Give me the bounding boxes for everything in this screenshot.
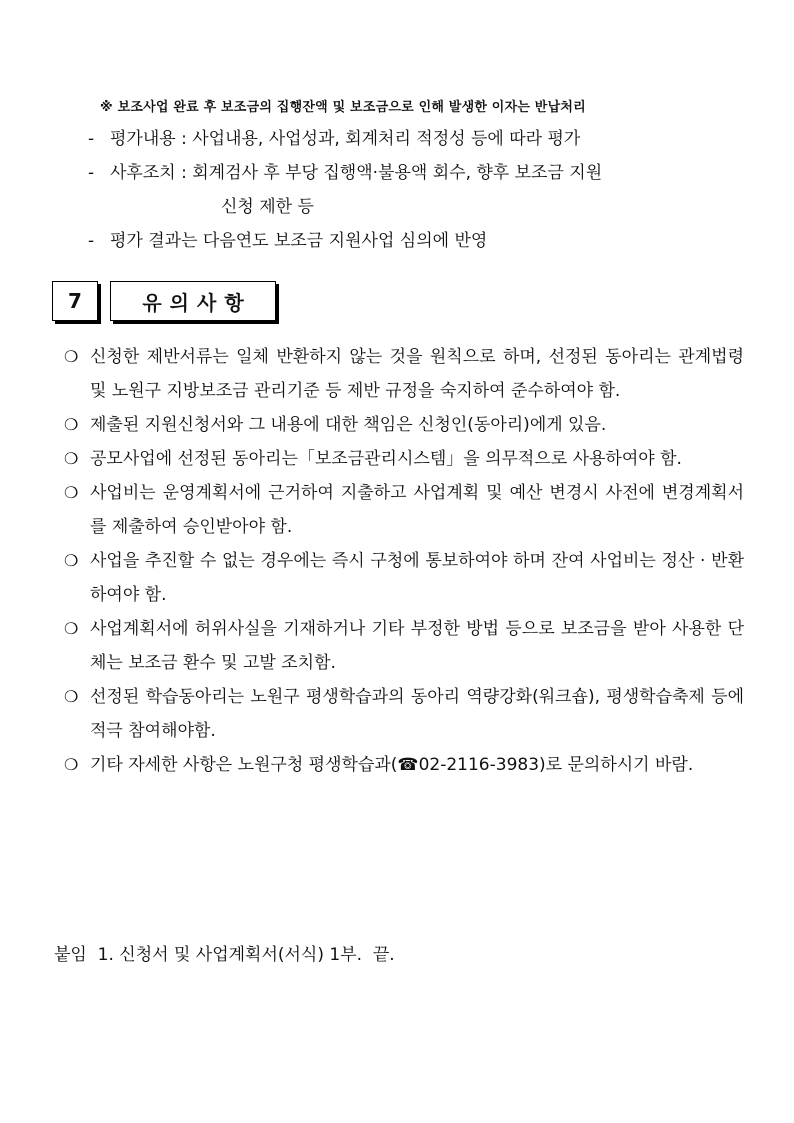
dash-marker: - <box>88 129 95 149</box>
circle-bullet-icon: ❍ <box>64 415 79 434</box>
notice-item <box>64 544 744 612</box>
notice-text: 선정된 학습동아리는 노원구 평생학습과의 동아리 역량강화(워크숍), 평생학습축제 등에 적극 참여해야함. <box>90 687 744 741</box>
evaluation-item <box>88 156 748 190</box>
evaluation-text: 평가내용 : 사업내용, 사업성과, 회계처리 적정성 등에 따라 평가 <box>110 129 581 149</box>
section-title: 유의사항 <box>142 290 252 315</box>
evaluation-item <box>88 122 748 156</box>
circle-bullet-icon: ❍ <box>64 687 79 706</box>
evaluation-text: 사후조치 : 회계검사 후 부당 집행액·불용액 회수, 향후 보조금 지원 <box>110 163 603 183</box>
circle-bullet-icon: ❍ <box>64 755 79 774</box>
refund-note: ※ 보조사업 완료 후 보조금의 집행잔액 및 보조금으로 인해 발생한 이자는 반납처리 <box>100 100 586 115</box>
evaluation-text: 평가 결과는 다음연도 보조금 지원사업 심의에 반영 <box>110 231 488 251</box>
notice-item <box>64 612 744 680</box>
circle-bullet-icon: ❍ <box>64 449 79 468</box>
notice-item <box>64 408 744 442</box>
section-number: 7 <box>52 281 98 321</box>
section-title-box <box>110 281 276 321</box>
circle-bullet-icon: ❍ <box>64 551 79 570</box>
notice-text: 공모사업에 선정된 동아리는「보조금관리시스템」을 의무적으로 사용하여야 함. <box>90 449 682 469</box>
circle-bullet-icon: ❍ <box>64 347 79 366</box>
circle-bullet-icon: ❍ <box>64 483 79 502</box>
circle-bullet-icon: ❍ <box>64 619 79 638</box>
notice-item <box>64 340 744 408</box>
notice-text: 사업계획서에 허위사실을 기재하거나 기타 부정한 방법 등으로 보조금을 받아 사용한 단체는 보조금 환수 및 고발 조치함. <box>90 619 744 673</box>
evaluation-continuation: 신청 제한 등 <box>221 197 314 217</box>
dash-marker: - <box>88 231 95 251</box>
evaluation-list <box>88 122 748 258</box>
notice-item <box>64 680 744 748</box>
notice-item <box>64 748 744 782</box>
notice-text: 사업을 추진할 수 없는 경우에는 즉시 구청에 통보하여야 하며 잔여 사업비는 정산 · 반환하여야 함. <box>90 551 744 605</box>
notice-text: 사업비는 운영계획서에 근거하여 지출하고 사업계획 및 예산 변경시 사전에 변경계획서를 제출하여 승인받아야 함. <box>90 483 744 537</box>
notice-item <box>64 442 744 476</box>
attachment-line: 붙임 1. 신청서 및 사업계획서(서식) 1부. 끝. <box>54 945 395 965</box>
notice-text: 제출된 지원신청서와 그 내용에 대한 책임은 신청인(동아리)에게 있음. <box>90 415 607 435</box>
evaluation-item <box>88 224 748 258</box>
notice-text: 기타 자세한 사항은 노원구청 평생학습과(☎02-2116-3983)로 문의하시기 바람. <box>90 755 694 775</box>
notice-list <box>64 340 744 782</box>
notice-text: 신청한 제반서류는 일체 반환하지 않는 것을 원칙으로 하며, 선정된 동아리는 관계법령 및 노원구 지방보조금 관리기준 등 제반 규정을 숙지하여 준수하여야 함. <box>90 347 744 401</box>
dash-marker: - <box>88 163 95 183</box>
notice-item <box>64 476 744 544</box>
